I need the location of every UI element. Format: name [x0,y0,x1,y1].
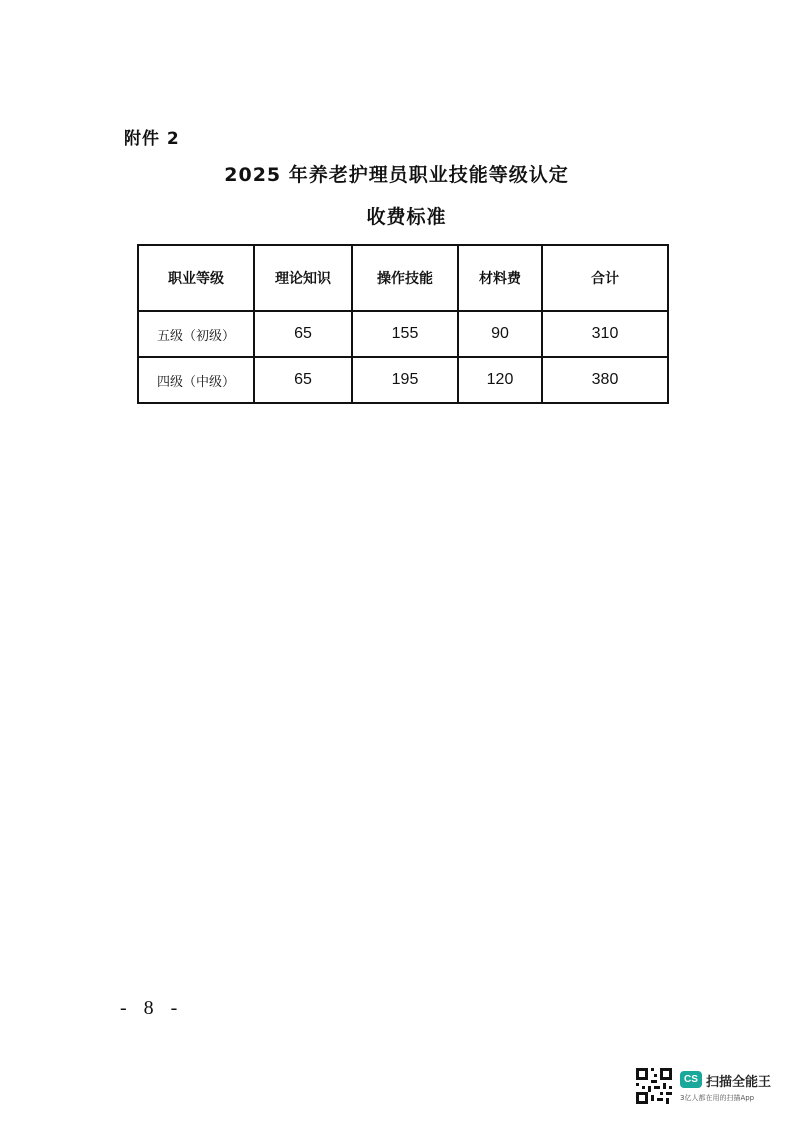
camscanner-logo: CS [680,1071,702,1088]
header-materials: 材料费 [458,245,542,311]
scanner-tagline: 3亿人都在用的扫描App [680,1094,755,1102]
scanner-watermark [636,1068,781,1110]
cell-materials: 120 [458,357,542,403]
cell-level: 四级（中级） [138,357,254,403]
scanner-app-name: 扫描全能王 [706,1075,772,1090]
header-theory: 理论知识 [254,245,352,311]
attachment-label: 附件 2 [124,129,180,149]
cell-practical: 155 [352,311,458,357]
table-row [138,311,668,357]
cell-total: 310 [542,311,668,357]
cell-level: 五级（初级） [138,311,254,357]
table-header-row [138,245,668,311]
header-total: 合计 [542,245,668,311]
cell-theory: 65 [254,311,352,357]
document-subtitle: 收费标准 [366,206,447,228]
cell-theory: 65 [254,357,352,403]
header-practical: 操作技能 [352,245,458,311]
cell-materials: 90 [458,311,542,357]
qr-code-icon [636,1068,672,1104]
fee-table [137,244,669,404]
table-row [138,357,668,403]
cell-total: 380 [542,357,668,403]
header-level: 职业等级 [138,245,254,311]
cell-practical: 195 [352,357,458,403]
document-title: 2025 年养老护理员职业技能等级认定 [224,164,569,186]
page-number: - 8 - [120,997,184,1019]
